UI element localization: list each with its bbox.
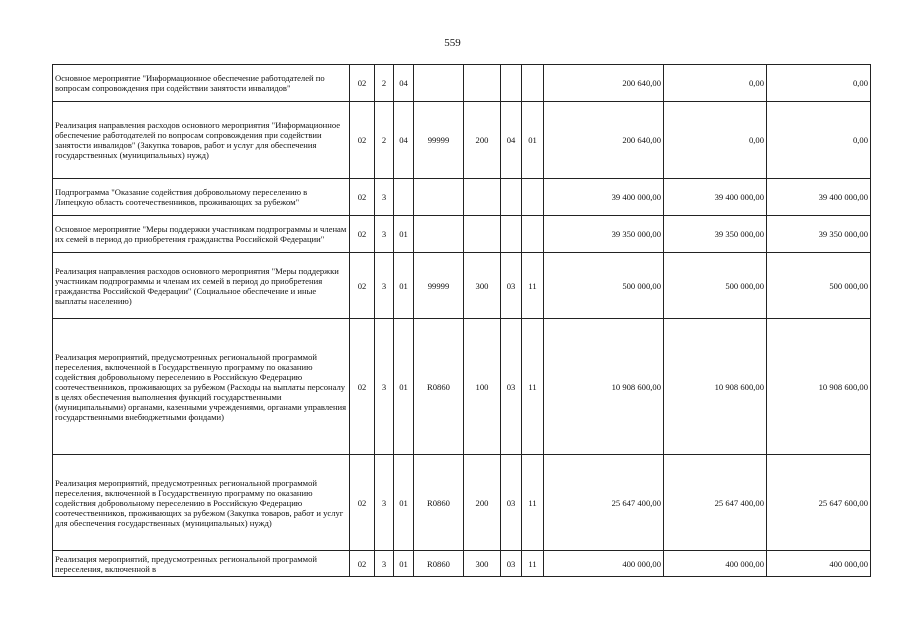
cell-code: 01 — [522, 102, 544, 179]
cell-code: 11 — [522, 319, 544, 455]
cell-code — [501, 65, 522, 102]
cell-code — [522, 179, 544, 216]
cell-code: 200 — [464, 455, 501, 551]
row-name: Реализация мероприятий, предусмотренных региональной программой переселения, включенной в Государственную программу по оказанию содействия добровольному переселению в Российскую Федерацию соотечественников, проживающих за рубежом (Закупка товаров, работ и услуг для обеспечения государственных (муниципальных) нужд) — [53, 455, 350, 551]
table-row — [53, 319, 871, 455]
cell-amount: 400 000,00 — [544, 551, 664, 577]
cell-code: 03 — [501, 455, 522, 551]
cell-code: 11 — [522, 551, 544, 577]
row-name: Реализация направления расходов основного мероприятия "Информационное обеспечение работодателей по вопросам сопровождения при содействии занятости инвалидов" (Закупка товаров, работ и услуг для обеспечения государственных (муниципальных) нужд) — [53, 102, 350, 179]
cell-code: 3 — [375, 253, 394, 319]
cell-code: 2 — [375, 102, 394, 179]
cell-code — [414, 216, 464, 253]
cell-code — [394, 179, 414, 216]
cell-code — [464, 65, 501, 102]
cell-code: 01 — [394, 551, 414, 577]
row-name: Основное мероприятие "Информационное обеспечение работодателей по вопросам сопровождения при содействии занятости инвалидов" — [53, 65, 350, 102]
cell-amount: 0,00 — [767, 65, 871, 102]
cell-code: 300 — [464, 551, 501, 577]
cell-code: 11 — [522, 253, 544, 319]
cell-code: 99999 — [414, 253, 464, 319]
budget-table — [52, 64, 871, 577]
cell-amount: 500 000,00 — [767, 253, 871, 319]
cell-code: 02 — [350, 551, 375, 577]
cell-code: 02 — [350, 102, 375, 179]
cell-amount: 0,00 — [664, 102, 767, 179]
cell-code: 2 — [375, 65, 394, 102]
table-row — [53, 102, 871, 179]
cell-code: 300 — [464, 253, 501, 319]
table-row — [53, 179, 871, 216]
cell-code: 02 — [350, 65, 375, 102]
cell-code — [414, 65, 464, 102]
cell-code: 11 — [522, 455, 544, 551]
cell-code: 01 — [394, 455, 414, 551]
page-number: 559 — [444, 37, 461, 49]
cell-amount: 10 908 600,00 — [544, 319, 664, 455]
cell-amount: 39 400 000,00 — [544, 179, 664, 216]
cell-code — [464, 216, 501, 253]
cell-code: 99999 — [414, 102, 464, 179]
row-name: Основное мероприятие "Меры поддержки участникам подпрограммы и членам их семей в период до приобретения гражданства Российской Федерации" — [53, 216, 350, 253]
cell-amount: 400 000,00 — [664, 551, 767, 577]
cell-amount: 25 647 400,00 — [664, 455, 767, 551]
cell-amount: 10 908 600,00 — [664, 319, 767, 455]
cell-code: 3 — [375, 455, 394, 551]
cell-code — [464, 179, 501, 216]
cell-code: 100 — [464, 319, 501, 455]
cell-amount: 400 000,00 — [767, 551, 871, 577]
cell-amount: 39 350 000,00 — [544, 216, 664, 253]
table-row — [53, 253, 871, 319]
cell-code: 02 — [350, 216, 375, 253]
cell-amount: 39 400 000,00 — [767, 179, 871, 216]
table-row — [53, 455, 871, 551]
cell-code: R0860 — [414, 551, 464, 577]
table-row — [53, 216, 871, 253]
row-name: Реализация направления расходов основного мероприятия "Меры поддержки участникам подпрограммы и членам их семей в период до приобретения гражданства Российской Федерации" (Социальное обеспечение и иные выплаты населению) — [53, 253, 350, 319]
cell-amount: 200 640,00 — [544, 65, 664, 102]
row-name: Подпрограмма "Оказание содействия добровольному переселению в Липецкую область соотечественников, проживающих за рубежом" — [53, 179, 350, 216]
cell-code: 200 — [464, 102, 501, 179]
cell-code: 3 — [375, 551, 394, 577]
cell-code: 3 — [375, 179, 394, 216]
cell-code — [501, 216, 522, 253]
cell-code: 02 — [350, 253, 375, 319]
cell-code: 03 — [501, 319, 522, 455]
cell-code: 03 — [501, 253, 522, 319]
cell-amount: 25 647 600,00 — [767, 455, 871, 551]
cell-code — [522, 216, 544, 253]
cell-amount: 0,00 — [767, 102, 871, 179]
cell-code: 02 — [350, 179, 375, 216]
cell-code — [501, 179, 522, 216]
cell-code: R0860 — [414, 455, 464, 551]
cell-code: 3 — [375, 216, 394, 253]
cell-code: 04 — [501, 102, 522, 179]
cell-code: 01 — [394, 253, 414, 319]
cell-code — [522, 65, 544, 102]
cell-amount: 39 400 000,00 — [664, 179, 767, 216]
cell-code: 02 — [350, 455, 375, 551]
cell-amount: 500 000,00 — [664, 253, 767, 319]
table-row — [53, 65, 871, 102]
cell-amount: 39 350 000,00 — [664, 216, 767, 253]
cell-amount: 200 640,00 — [544, 102, 664, 179]
cell-code: 01 — [394, 216, 414, 253]
cell-code: 04 — [394, 65, 414, 102]
cell-amount: 500 000,00 — [544, 253, 664, 319]
cell-code: 03 — [501, 551, 522, 577]
cell-amount: 25 647 400,00 — [544, 455, 664, 551]
cell-code — [414, 179, 464, 216]
row-name: Реализация мероприятий, предусмотренных региональной программой переселения, включенной в — [53, 551, 350, 577]
table-row — [53, 551, 871, 577]
cell-amount: 0,00 — [664, 65, 767, 102]
cell-code: 04 — [394, 102, 414, 179]
row-name: Реализация мероприятий, предусмотренных региональной программой переселения, включенной в Государственную программу по оказанию содействия добровольному переселению в Российскую Федерацию соотечественников, проживающих за рубежом (Расходы на выплаты персоналу в целях обеспечения выполнения функций государственными (муниципальными) органами, казенными учреждениями, органами управления государственными внебюджетными фондами) — [53, 319, 350, 455]
cell-amount: 39 350 000,00 — [767, 216, 871, 253]
cell-code: 02 — [350, 319, 375, 455]
cell-code: 01 — [394, 319, 414, 455]
cell-code: 3 — [375, 319, 394, 455]
cell-code: R0860 — [414, 319, 464, 455]
cell-amount: 10 908 600,00 — [767, 319, 871, 455]
